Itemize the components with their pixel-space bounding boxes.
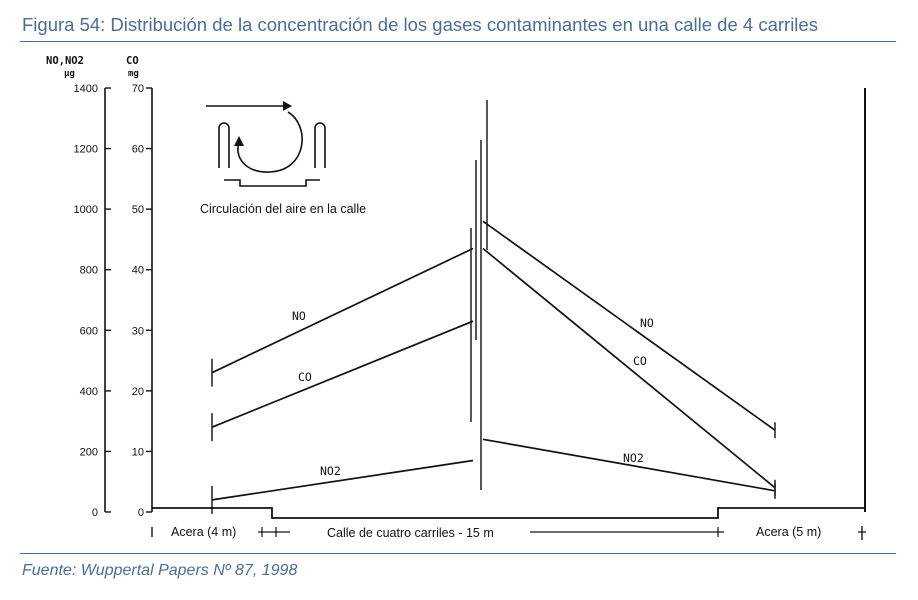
left-axis-label: NO,NO2 [46,55,84,67]
series-no-left-segment [212,249,473,373]
series-co-left-segment [212,321,473,427]
no2-label-right: NO2 [623,451,644,465]
co-label-left: CO [298,370,312,384]
footer-rule [20,553,896,554]
figure-title: Figura 54: Distribución de la concentración de los gases contaminantes en una calle de 4 carriles [22,14,818,35]
right-tick-label: 20 [131,385,144,398]
left-tick-label: 800 [79,264,98,277]
left-tick-label: 400 [79,385,98,398]
no-label-left: NO [292,309,306,323]
right-tick-label: 30 [131,325,144,338]
series-no2-left-segment [212,461,473,500]
right-axis-label: CO [126,55,139,67]
centre-divider [471,100,487,490]
left-tick-label: 600 [79,325,98,338]
left-axis-unit: μg [64,69,75,79]
left-tick-label: 1200 [73,143,98,156]
right-axis-unit: mg [128,69,139,79]
left-tick-label: 0 [91,507,98,519]
x-zone-street: Calle de cuatro carriles - 15 m [327,526,494,540]
pollutant-chart [0,44,918,552]
right-tick-label: 10 [131,446,144,459]
left-tick-label: 200 [79,446,98,459]
air-circulation-diagram [206,101,325,186]
right-axis-ticks [132,83,152,519]
series-no-right-segment [483,221,775,430]
right-tick-label: 60 [131,143,144,156]
endcap-layer [212,359,775,514]
left-tick-label: 1000 [73,204,98,217]
title-rule [20,41,896,42]
right-tick-label: 70 [131,83,144,95]
x-zone-sidewalk-left: Acera (4 m) [171,525,237,539]
air-circulation-caption: Circulación del aire en la calle [200,202,367,216]
co-label-right: CO [633,354,647,368]
right-tick-label: 0 [137,507,144,519]
left-tick-label: 1400 [73,83,98,95]
right-tick-label: 40 [131,264,144,277]
right-tick-label: 50 [131,204,144,217]
series-no2-right-segment [483,439,775,490]
x-zone-sidewalk-right: Acera (5 m) [756,525,822,539]
series-layer [212,221,775,500]
no2-label-left: NO2 [320,464,341,478]
no-label-right: NO [640,316,654,330]
figure-source: Fuente: Wuppertal Papers Nº 87, 1998 [22,562,298,579]
street-profile [152,508,865,518]
